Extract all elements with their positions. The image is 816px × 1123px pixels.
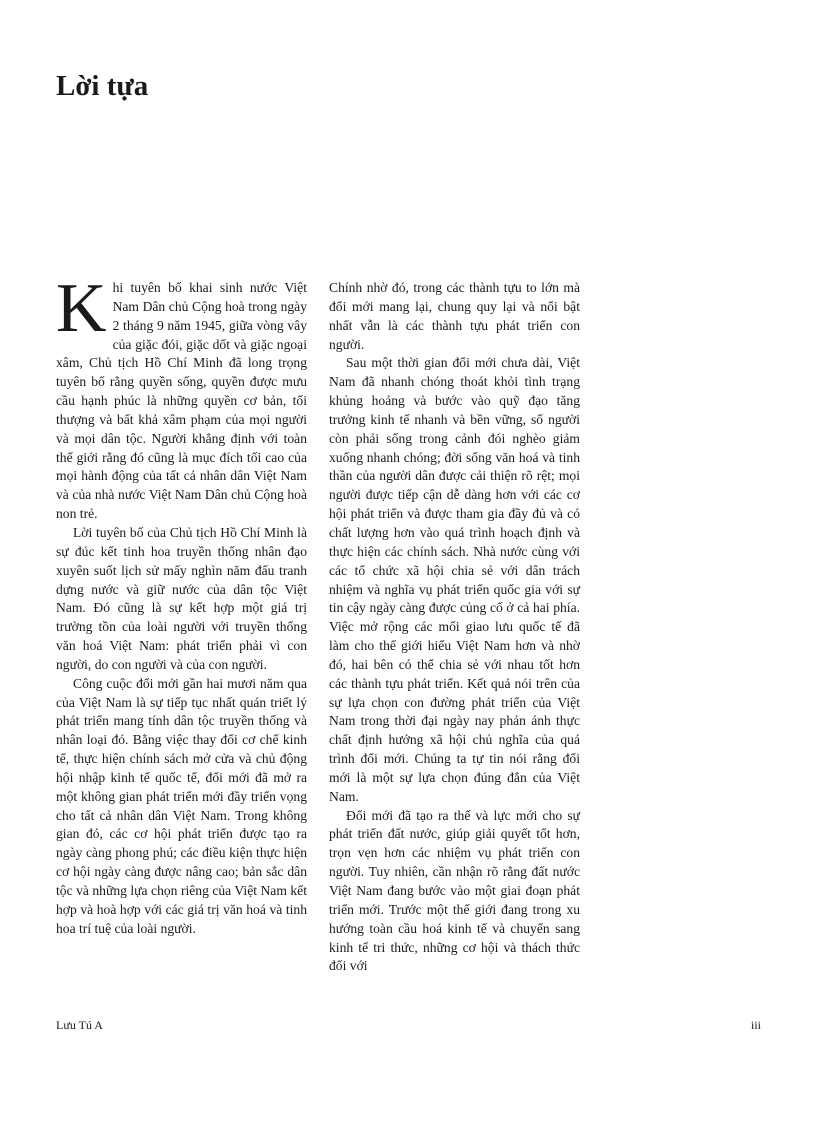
drop-cap: K <box>56 270 107 347</box>
footer-author: Lưu Tú A <box>56 1018 103 1032</box>
paragraph: Đổi mới đã tạo ra thế và lực mới cho sự phát triển đất nước, giúp giải quyết tốt hơn, trọn vẹn hơn các nhiệm vụ phát triển con người. Tuy nhiên, cần nhận rõ rằng đất nước Việt Nam đang bước vào một giai đoạn phát triển mới. Trước một thế giới đang trong xu hướng toàn cầu hoá kinh tế và chuyển sang kinh tế tri thức, những cơ hội và thách thức đối với <box>329 807 580 974</box>
paragraph: Sau một thời gian đổi mới chưa dài, Việt Nam đã nhanh chóng thoát khỏi tình trạng khủng hoảng và bước vào quỹ đạo tăng trưởng kinh tế nhanh và bền vững, số người còn phải sống trong cảnh đói nghèo giảm xuống nhanh chóng; đời sống văn hoá và tinh thần của người dân được cải thiện rõ rệt; mọi người được tiếp cận dễ dàng hơn với các cơ hội phát triển và được tham gia đầy đủ và có chất lượng hơn vào quá trình hoạch định và thực hiện các chính sách. Nhà nước cùng với các tổ chức xã hội chia sẻ với dân trách nhiệm và nghĩa vụ phát triển quốc gia với sự tin cậy ngày càng được củng cố ở cả hai phía. Việc mở rộng các mối giao lưu quốc tế đã làm cho thế giới hiểu Việt Nam hơn và nhờ đó, hai bên có thể chia sẻ với nhau tốt hơn các thành tựu phát triển. Kết quả nói trên của sự lựa chọn con đường phát triển của Việt Nam trong thời đại ngày nay phản ánh thực chất định hướng xã hội chủ nghĩa của quá trình đổi mới. Chúng ta tự tin nói rằng đổi mới là một sự lựa chọn đúng đắn của Việt Nam. <box>329 355 580 804</box>
column-right <box>329 279 580 999</box>
footer-page-number: iii <box>750 1018 761 1032</box>
paragraph: Lời tuyên bố của Chủ tịch Hồ Chí Minh là sự đúc kết tinh hoa truyền thống nhân đạo xuyên suốt lịch sử mấy nghìn năm đấu tranh dựng nước và giữ nước của dân tộc Việt Nam. Đó cũng là sự kết hợp một giá trị trường tồn của loài người với truyền thống văn hoá Việt Nam: phát triển phải vì con người, do con người và của con người. <box>56 524 307 672</box>
column-left <box>56 270 307 999</box>
paragraph: Khi tuyên bố khai sinh nước Việt Nam Dân chủ Cộng hoà trong ngày 2 tháng 9 năm 1945, giữa vòng vây của giặc đói, giặc dốt và giặc ngoại xâm, Chủ tịch Hồ Chí Minh đã long trọng tuyên bố rằng quyền sống, quyền được mưu cầu hạnh phúc là những quyền cơ bản, tối thượng và bất khả xâm phạm của mọi người và mọi dân tộc. Người khẳng định với toàn thế giới rằng đó cũng là mục đích tối cao của mọi hành động của tất cả nhân dân Việt Nam và của nhà nước Việt Nam Dân chủ Cộng hoà non trẻ. <box>56 270 307 522</box>
page-title: Lời tựa <box>56 70 149 102</box>
paragraph: Chính nhờ đó, trong các thành tựu to lớn mà đổi mới mang lại, chung quy lại và nổi bật nhất vẫn là các thành tựu phát triển con người. <box>329 280 580 352</box>
paragraph: Công cuộc đổi mới gần hai mươi năm qua của Việt Nam là sự tiếp tục nhất quán triết lý phát triển mang tính dân tộc truyền thống và nhân loại đó. Bằng việc thay đổi cơ chế kinh tế, thực hiện chính sách mở cửa và chủ động hội nhập kinh tế quốc tế, đổi mới đã mở ra một không gian phát triển mới đầy triển vọng cho tất cả nhân dân Việt Nam. Trong không gian đó, các cơ hội phát triển được tạo ra ngày càng phong phú; các điều kiện thực hiện cơ hội ngày càng được nâng cao; bản sắc dân tộc và những lựa chọn riêng của Việt Nam kết hợp và hoà hợp với các giá trị văn hoá và tinh hoa trí tuệ của loài người. <box>56 675 307 936</box>
body-columns <box>56 270 580 999</box>
